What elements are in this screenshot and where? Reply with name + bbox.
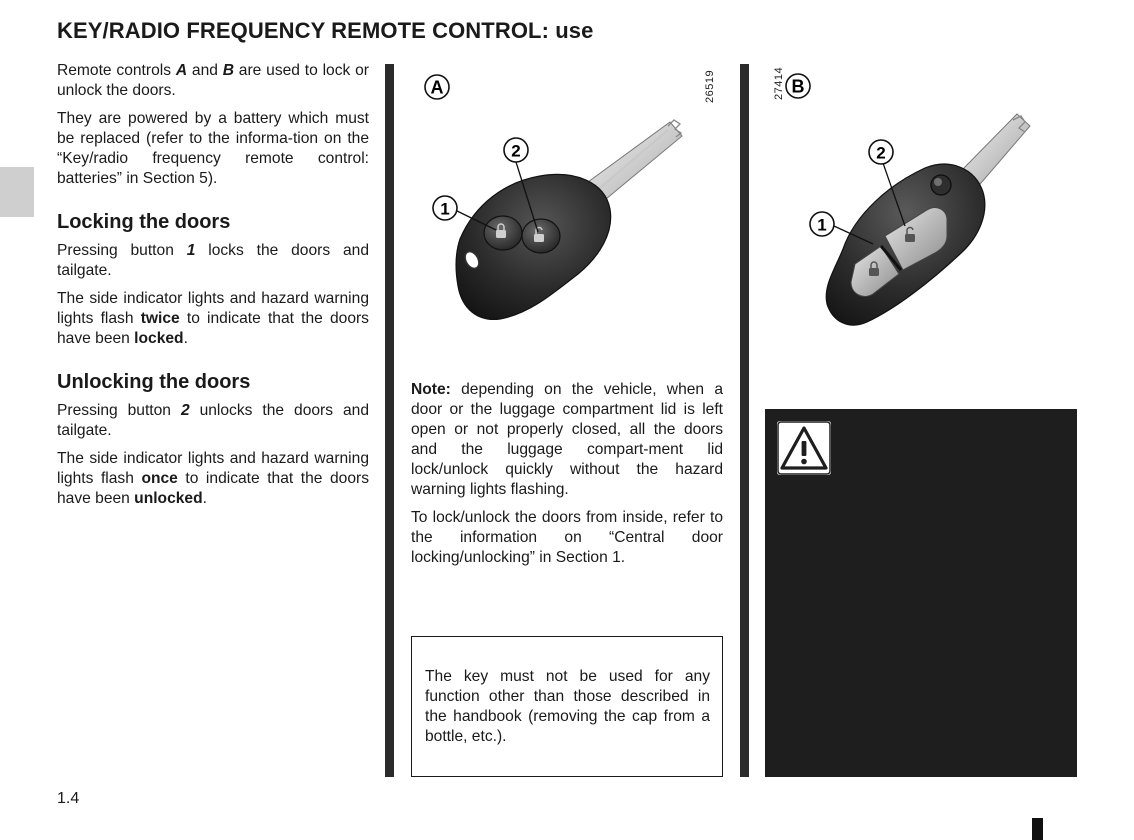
locking-paragraph-2: [57, 289, 369, 349]
note-paragraph: [411, 380, 723, 500]
callout-number-1: 1: [440, 199, 450, 219]
unlock-button-a: [522, 219, 560, 253]
release-button-highlight: [934, 178, 942, 186]
remote-label-a: A: [175, 62, 188, 79]
text-column-middle: [411, 380, 723, 576]
callout-number-2b: 2: [876, 143, 886, 163]
text-run: unlocks the doors and tailgate.: [57, 402, 369, 439]
lock-button-a: [484, 216, 522, 250]
column-divider-1: [385, 64, 394, 777]
text-run: Pressing button: [57, 242, 187, 259]
note-label: Note:: [411, 381, 451, 398]
unlocking-paragraph-1: [57, 401, 369, 441]
interior-locking-paragraph: To lock/unlock the doors from inside, refer to the information on “Central door locking/unlocking” in Section 1.: [411, 509, 723, 566]
caution-text: The key must not be used for any function other than those described in the handbook (removing the cap from a bottle, etc.).: [425, 668, 710, 745]
intro-paragraph-1: [57, 61, 369, 101]
page-number: 1.4: [57, 790, 80, 807]
figure-label-b: B: [791, 76, 805, 97]
callout-number-1b: 1: [817, 215, 827, 235]
button-number: 2: [180, 402, 190, 419]
key-usage-caution-box: [411, 636, 723, 777]
emphasis: twice: [140, 310, 180, 327]
text-run: .: [202, 490, 207, 507]
emphasis: once: [141, 470, 178, 487]
text-run: to indicate that the doors have been: [57, 470, 369, 507]
text-run: and: [187, 62, 223, 79]
locking-heading: Locking the doors: [57, 211, 231, 233]
text-run: are used to lock or unlock the doors.: [57, 62, 369, 99]
unlocking-paragraph-2: [57, 449, 369, 509]
figure-a-ref-number: 26519: [704, 69, 716, 103]
remote-label-b: B: [222, 62, 234, 79]
figure-label-a: A: [430, 77, 444, 98]
page-corner-mark: [1032, 818, 1043, 840]
text-run: locks the doors and tailgate.: [57, 242, 369, 279]
warning-triangle-icon: [777, 421, 831, 475]
text-run: Pressing button: [57, 402, 181, 419]
figure-b-key-illustration: [755, 64, 1085, 344]
column-divider-2: [740, 64, 749, 777]
text-run: The side indicator lights and hazard warning lights flash: [57, 450, 369, 487]
section-tab-marker: [0, 167, 34, 217]
text-run: .: [183, 330, 188, 347]
unlocking-heading: Unlocking the doors: [57, 371, 251, 393]
figure-a-key-illustration: [400, 64, 735, 354]
intro-paragraph-2: They are powered by a battery which must be replaced (refer to the informa-tion on the “Key/radio frequency remote control: batteries” in Section 5).: [57, 110, 369, 187]
emphasis: unlocked: [134, 490, 203, 507]
locking-paragraph-1: [57, 241, 369, 281]
text-run: The side indicator lights and hazard warning lights flash: [57, 290, 369, 327]
figure-b-ref-number: 27414: [773, 66, 785, 100]
text-run: to indicate that the doors have been: [57, 310, 369, 347]
emphasis: locked: [134, 330, 184, 347]
text-column-left: [57, 61, 369, 517]
callout-number-2: 2: [511, 141, 521, 161]
text-run: Remote controls: [57, 62, 176, 79]
release-button: [931, 175, 951, 195]
page-title: KEY/RADIO FREQUENCY REMOTE CONTROL: use: [57, 18, 594, 43]
button-number: 1: [186, 242, 196, 259]
text-run: depending on the vehicle, when a door or the luggage compartment lid is left open or not properly closed, all the doors and the luggage compart-ment lid lock/unlock quickly without the hazard warning lights flashing.: [411, 381, 723, 498]
